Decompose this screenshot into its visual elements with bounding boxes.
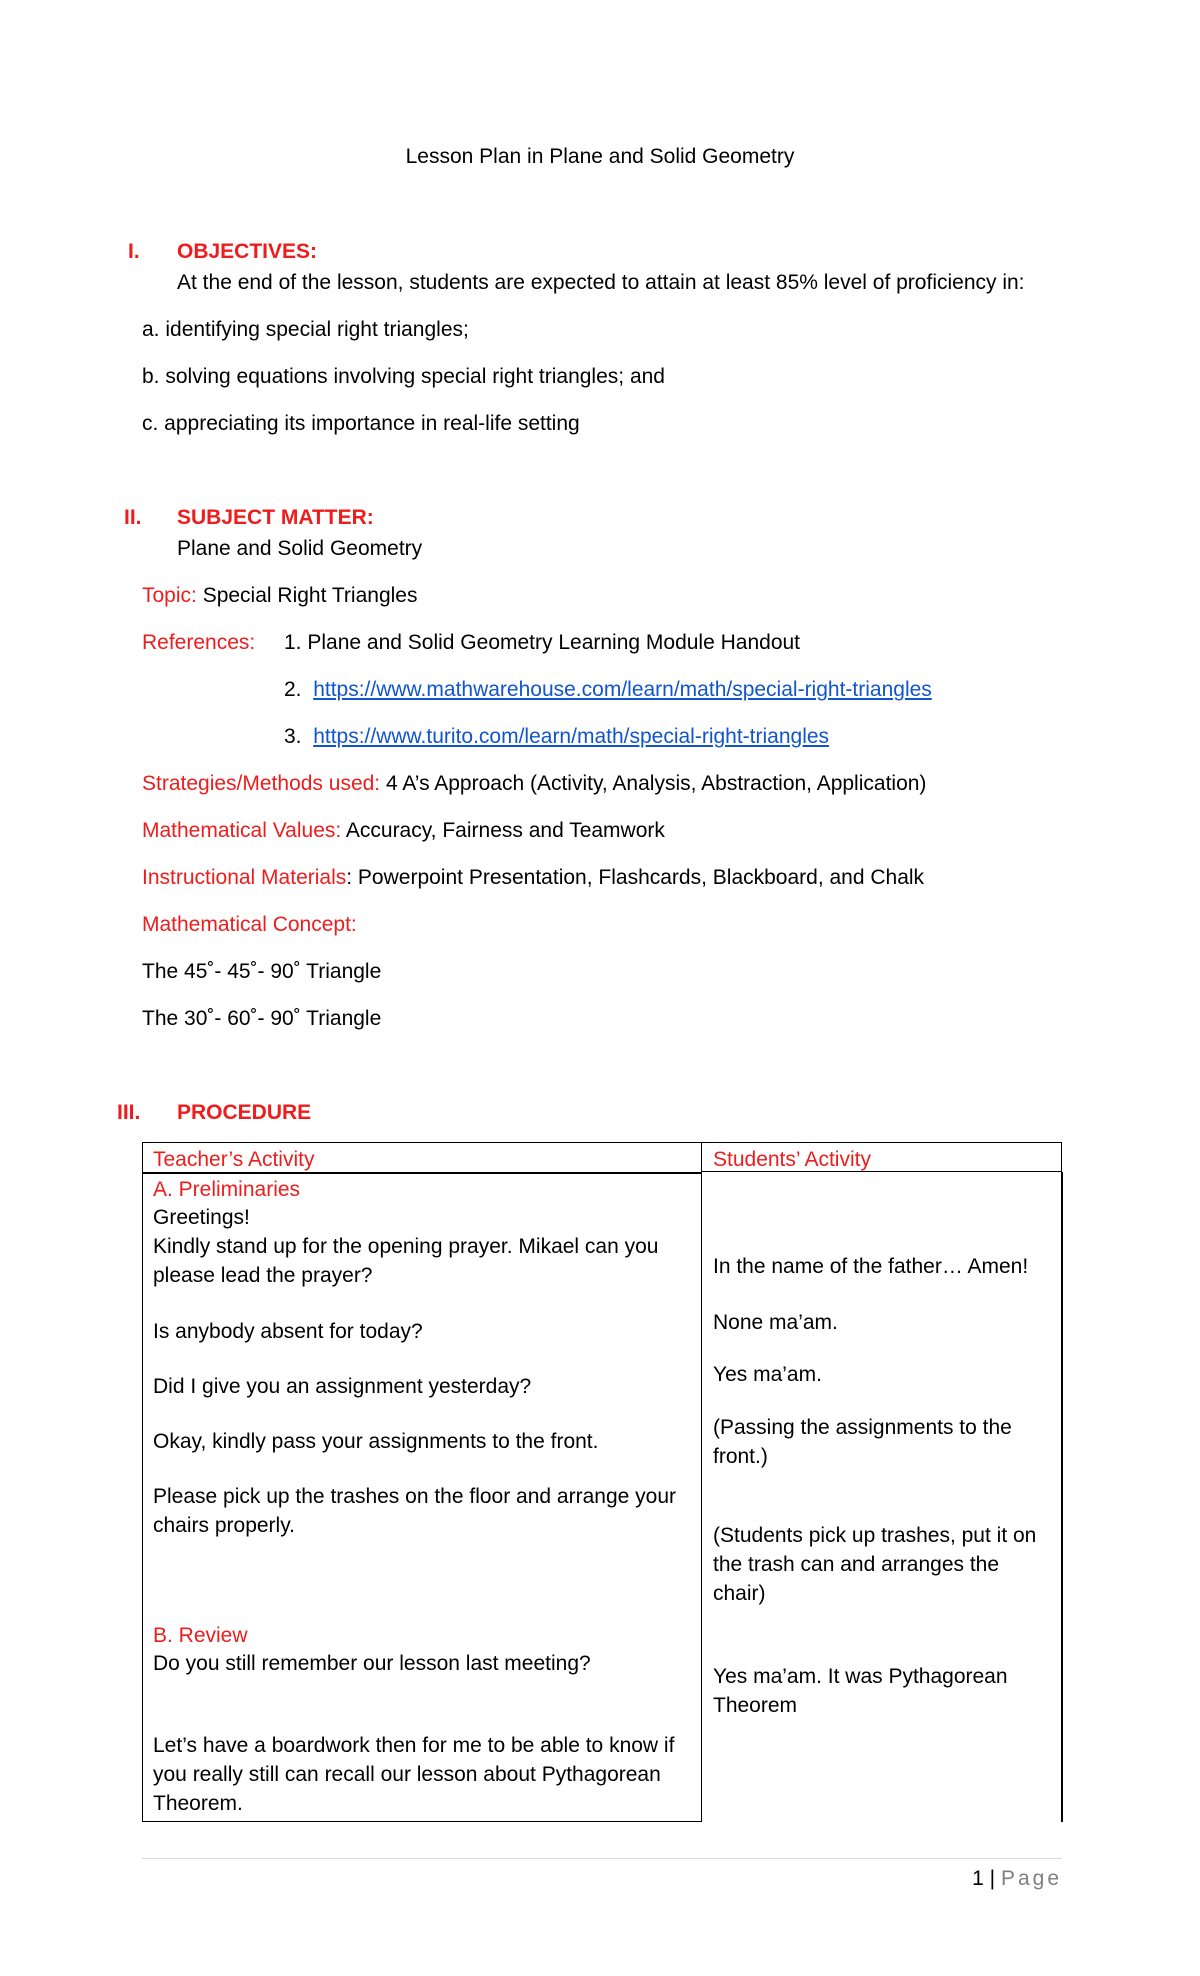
subject-matter-numeral: II. — [124, 506, 142, 529]
concept-label: Mathematical Concept: — [142, 913, 357, 936]
reference-item — [284, 724, 829, 750]
objective-item: c. appreciating its importance in real-life setting — [142, 412, 580, 435]
teacher-line: Greetings! — [153, 1206, 250, 1229]
objective-item: a. identifying special right triangles; — [142, 318, 469, 341]
students-column-border — [1061, 1172, 1063, 1822]
reference-number: 2. — [284, 678, 302, 701]
subject-name: Plane and Solid Geometry — [177, 537, 423, 560]
subject-matter-heading: SUBJECT MATTER: — [177, 506, 374, 529]
values-label: Mathematical Values: — [142, 819, 342, 842]
procedure-heading: PROCEDURE — [177, 1101, 312, 1124]
section-review: B. Review — [153, 1624, 248, 1647]
topic-label: Topic: — [142, 584, 197, 607]
objectives-intro: At the end of the lesson, students are expected to attain at least 85% level of proficiency in: — [177, 271, 1025, 294]
values-value: Accuracy, Fairness and Teamwork — [341, 819, 665, 842]
reference-item — [284, 677, 932, 703]
student-line: (Passing the assignments to the front.) — [713, 1416, 1012, 1468]
strategies-label: Strategies/Methods used: — [142, 772, 381, 795]
objectives-heading: OBJECTIVES: — [177, 240, 318, 263]
topic-value: Special Right Triangles — [196, 584, 418, 607]
strategies-line — [142, 771, 926, 797]
references-label: References: — [142, 631, 256, 654]
teacher-activity-header: Teacher’s Activity — [153, 1148, 315, 1171]
page-footer — [972, 1866, 1062, 1892]
objectives-numeral: I. — [128, 240, 140, 263]
student-line: Yes ma’am. It was Pythagorean Theorem — [713, 1665, 1008, 1717]
reference-link[interactable]: https://www.mathwarehouse.com/learn/math/special-right-triangles — [313, 678, 932, 701]
footer-separator: | — [983, 1867, 1001, 1890]
teacher-line: Is anybody absent for today? — [153, 1320, 423, 1343]
procedure-numeral: III. — [117, 1101, 141, 1124]
reference-text: Plane and Solid Geometry Learning Module Handout — [307, 631, 801, 654]
teacher-line: Do you still remember our lesson last meeting? — [153, 1652, 591, 1675]
materials-label: Instructional Materials — [142, 866, 347, 889]
concept-item: The 30˚- 60˚- 90˚ Triangle — [142, 1007, 382, 1030]
teacher-line: Kindly stand up for the opening prayer. Mikael can you please lead the prayer? — [153, 1235, 659, 1287]
footer-divider — [142, 1858, 1062, 1859]
objective-item: b. solving equations involving special right triangles; and — [142, 365, 665, 388]
document-title: Lesson Plan in Plane and Solid Geometry — [405, 145, 795, 168]
teacher-line: Let’s have a boardwork then for me to be able to know if you really still can recall our lesson about Pythagorean Theorem. — [153, 1734, 675, 1815]
values-line — [142, 818, 665, 844]
teacher-line: Okay, kindly pass your assignments to the front. — [153, 1430, 599, 1453]
topic-line — [142, 583, 417, 609]
section-preliminaries: A. Preliminaries — [153, 1178, 301, 1201]
reference-number: 3. — [284, 725, 302, 748]
materials-line — [142, 865, 924, 891]
teacher-line: Did I give you an assignment yesterday? — [153, 1375, 532, 1398]
teacher-line: Please pick up the trashes on the floor and arrange your chairs properly. — [153, 1485, 676, 1537]
student-line: Yes ma’am. — [713, 1363, 822, 1386]
student-line: None ma’am. — [713, 1311, 838, 1334]
strategies-value: 4 A’s Approach (Activity, Analysis, Abstraction, Application) — [380, 772, 927, 795]
reference-number: 1. — [284, 631, 302, 654]
reference-item — [284, 630, 800, 656]
page-label: Page — [1000, 1867, 1062, 1890]
student-line: In the name of the father… Amen! — [713, 1255, 1029, 1278]
students-activity-header: Students’ Activity — [713, 1148, 871, 1171]
concept-item: The 45˚- 45˚- 90˚ Triangle — [142, 960, 382, 983]
page-number: 1 — [972, 1867, 984, 1890]
reference-link[interactable]: https://www.turito.com/learn/math/special-right-triangles — [313, 725, 830, 748]
materials-value: : Powerpoint Presentation, Flashcards, Blackboard, and Chalk — [346, 866, 925, 889]
student-line: (Students pick up trashes, put it on the trash can and arranges the chair) — [713, 1524, 1037, 1605]
